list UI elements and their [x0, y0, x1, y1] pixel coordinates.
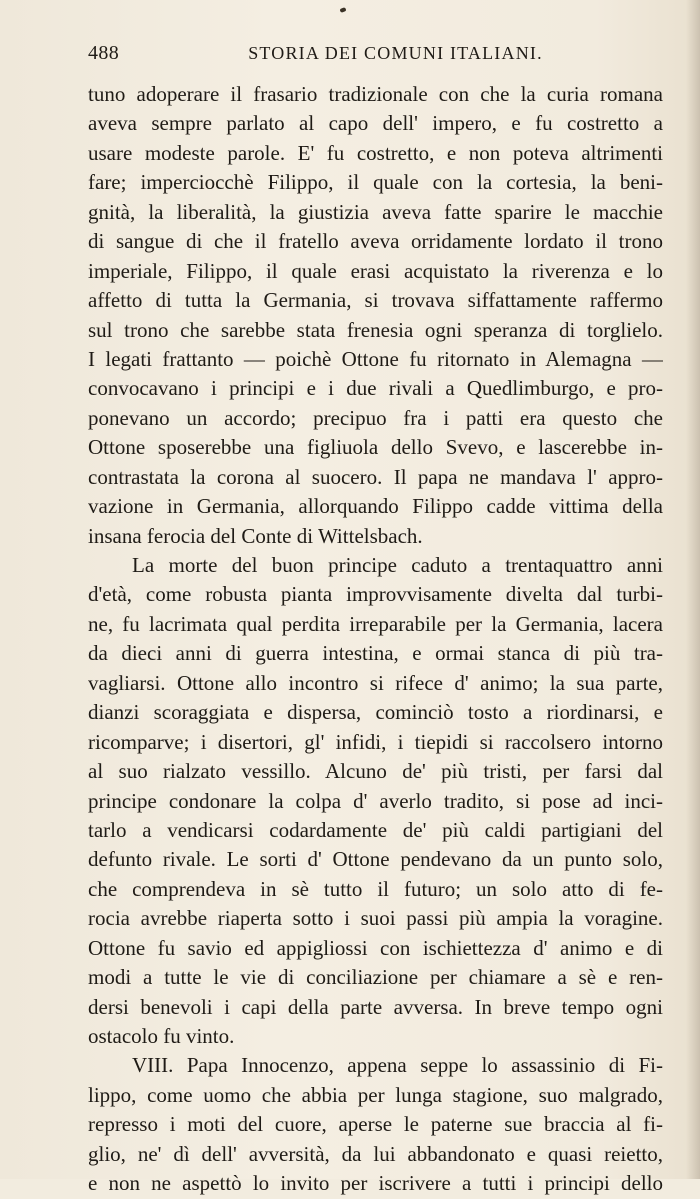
text-line: vazione in Germania, allorquando Filippo cadde vittima della: [88, 494, 663, 519]
text-line: principe condonare la colpa d' averlo tradito, si pose ad inci-: [88, 788, 663, 813]
text-line: vagliarsi. Ottone allo incontro si rifece d' animo; la sua parte,: [88, 670, 663, 695]
text-line: dianzi scoraggiata e dispersa, cominciò tosto a riordinarsi, e: [88, 700, 663, 725]
text-line: ricomparve; i disertori, gl' infidi, i tiepidi si raccolsero intorno: [88, 729, 663, 754]
text-line: Ottone fu savio ed appigliossi con ischiettezza d' animo e di: [88, 935, 663, 960]
text-line: contrastata la corona al suocero. Il papa ne mandava l' appro-: [88, 464, 663, 489]
text-line: e non ne aspettò lo invito per iscrivere a tutti i principi dello: [88, 1171, 663, 1196]
text-line: sul trono che sarebbe stata frenesia ogni speranza di torglielo.: [88, 317, 663, 342]
page-number: 488: [88, 42, 120, 64]
text-line: represso i moti del cuore, aperse le paterne sue braccia al fi-: [88, 1112, 663, 1137]
text-line: tuno adoperare il frasario tradizionale con che la curia romana: [88, 82, 663, 106]
text-line: aveva sempre parlato al capo dell' impero, e fu costretto a: [88, 111, 663, 136]
text-line: ponevano un accordo; precipuo fra i patti era questo che: [88, 405, 663, 430]
text-line: dersi benevoli i capi della parte avversa. In breve tempo ogni: [88, 994, 663, 1019]
text-line: affetto di tutta la Germania, si trovava siffattamente raffermo: [88, 288, 663, 313]
text-line: di sangue di che il fratello aveva orridamente lordato il trono: [88, 229, 663, 254]
text-line: che comprendeva in sè tutto il futuro; un solo atto di fe-: [88, 876, 663, 901]
text-line: usare modeste parole. E' fu costretto, e non poteva altrimenti: [88, 140, 663, 165]
page-edge-shadow: [686, 0, 700, 1179]
text-line: imperiale, Filippo, il quale erasi acquistato la riverenza e lo: [88, 258, 663, 283]
text-line: lippo, come uomo che abbia per lunga stagione, suo malgrado,: [88, 1082, 663, 1107]
text-line: rocia avrebbe riaperta sotto i suoi passi più ampia la voragine.: [88, 906, 663, 931]
running-header: [88, 42, 663, 72]
text-line: modi a tutte le vie di conciliazione per chiamare a sè e ren-: [88, 965, 663, 990]
text-line: fare; imperciocchè Filippo, il quale con la cortesia, la beni-: [88, 170, 663, 195]
text-line: VIII. Papa Innocenzo, appena seppe lo assassinio di Fi-: [132, 1053, 663, 1078]
body-text: [88, 80, 663, 1199]
text-line: al suo rialzato vessillo. Alcuno de' più tristi, per farsi dal: [88, 759, 663, 784]
text-line: I legati frattanto — poichè Ottone fu ritornato in Alemagna —: [88, 346, 663, 371]
text-line: gnità, la liberalità, la giustizia aveva fatte sparire le macchie: [88, 199, 663, 224]
text-line: ostacolo fu vinto.: [88, 1024, 235, 1048]
text-line: defunto rivale. Le sorti d' Ottone pendevano da un punto solo,: [88, 847, 663, 872]
ink-speck: [339, 7, 346, 13]
text-line: d'età, come robusta pianta improvvisamente divelta dal turbi-: [88, 582, 663, 607]
text-line: La morte del buon principe caduto a trentaquattro anni: [132, 553, 663, 577]
text-line: convocavano i principi e i due rivali a Quedlimburgo, e pro-: [88, 376, 663, 401]
text-line: da dieci anni di guerra intestina, e ormai stanca di più tra-: [88, 641, 663, 666]
text-line: tarlo a vendicarsi codardamente de' più caldi partigiani del: [88, 817, 663, 842]
text-line: insana ferocia del Conte di Wittelsbach.: [88, 523, 423, 548]
text-line: ne, fu lacrimata qual perdita irreparabile per la Germania, lacera: [88, 611, 663, 636]
text-line: Ottone sposerebbe una figliuola dello Svevo, e lascerebbe in-: [88, 435, 663, 460]
text-line: glio, ne' dì dell' avversità, da lui abbandonato e quasi reietto,: [88, 1141, 663, 1166]
running-title: STORIA DEI COMUNI ITALIANI.: [248, 43, 543, 63]
